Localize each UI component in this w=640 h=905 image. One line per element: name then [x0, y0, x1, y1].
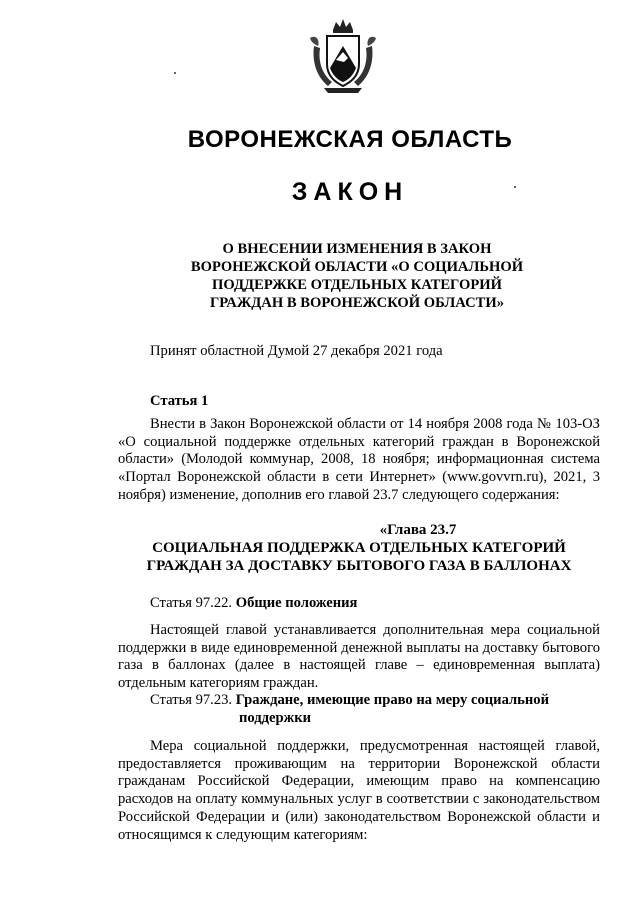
law-title-line: О ВНЕСЕНИИ ИЗМЕНЕНИЯ В ЗАКОН [222, 241, 492, 257]
article-97-23-heading [150, 692, 549, 710]
article-1-title: Статья 1 [150, 393, 209, 409]
scan-speck [174, 72, 176, 74]
article-97-22-title: Общие положения [235, 595, 358, 611]
document-type-heading: ЗАКОН [291, 178, 409, 206]
law-title-line: ГРАЖДАН В ВОРОНЕЖСКОЙ ОБЛАСТИ» [209, 295, 505, 311]
law-title-line: ВОРОНЕЖСКОЙ ОБЛАСТИ «О СОЦИАЛЬНОЙ [190, 259, 524, 275]
chapter-title-line: СОЦИАЛЬНАЯ ПОДДЕРЖКА ОТДЕЛЬНЫХ КАТЕГОРИЙ [152, 540, 566, 556]
article-97-22-text: Настоящей главой устанавливается дополнительная мера социальной поддержки в виде единовременной денежной выплаты на доставку бытового газа в баллонах (далее в настоящей главе – единовременная выплата) отдельным категориям граждан. [118, 622, 600, 692]
adoption-note: Принят областной Думой 27 декабря 2021 года [150, 343, 443, 359]
article-97-23-text: Мера социальной поддержки, предусмотренная настоящей главой, предоставляется проживающим на территории Воронежской области гражданам Российской Федерации, имеющим право на компенсацию расходов на оплату коммунальных услуг в соответствии с законодательством Российской Федерации и (или) законодательством Воронежской области и относящимся к следующим категориям: [118, 738, 600, 843]
article-97-22-label: Статья 97.22. [150, 595, 233, 611]
chapter-heading [118, 521, 600, 575]
scan-speck [514, 186, 516, 188]
article-97-23-title-cont: поддержки [239, 710, 312, 726]
chapter-title-line: ГРАЖДАН ЗА ДОСТАВКУ БЫТОВОГО ГАЗА В БАЛЛОНАХ [146, 558, 572, 574]
article-1-text: Внести в Закон Воронежской области от 14 ноября 2008 года № 103-ОЗ «О социальной поддержке отдельных категорий граждан в Воронежской области» (Молодой коммунар, 2008, 18 ноября; информационная система «Портал Воронежской области в сети Интернет» (www.govvrn.ru), 2021, 3 ноября) изменение, дополнив его главой 23.7 следующего содержания: [118, 416, 600, 503]
chapter-number: «Глава 23.7 [379, 522, 457, 538]
article-97-23-title: Граждане, имеющие право на меру социальной [235, 692, 550, 708]
article-97-22-heading [150, 595, 357, 613]
region-heading: ВОРОНЕЖСКАЯ ОБЛАСТЬ [187, 126, 513, 153]
law-title [150, 240, 564, 312]
law-title-line: ПОДДЕРЖКЕ ОТДЕЛЬНЫХ КАТЕГОРИЙ [212, 277, 502, 293]
voronezh-coat-of-arms-icon [306, 16, 380, 96]
article-97-23-label: Статья 97.23. [150, 692, 233, 708]
